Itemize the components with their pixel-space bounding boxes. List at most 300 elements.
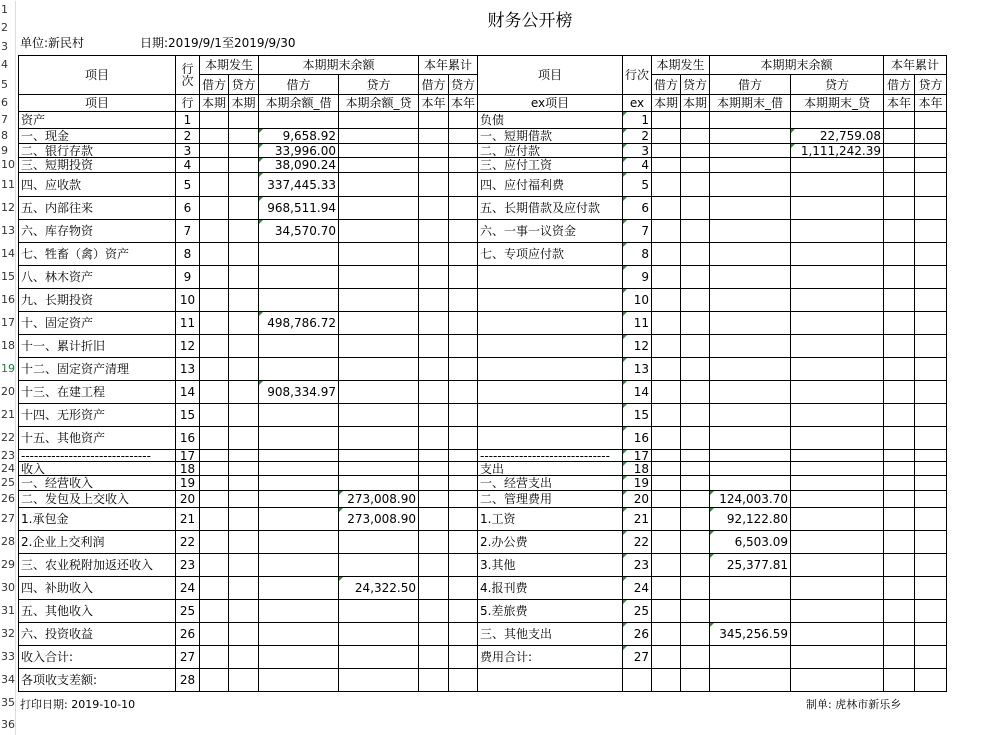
- right-item-cell[interactable]: [477, 599, 623, 623]
- right-seq-cell[interactable]: [622, 530, 652, 554]
- right-period-debit-cell[interactable]: [651, 490, 681, 508]
- left-seq-cell[interactable]: [175, 196, 200, 220]
- right-year-credit-cell[interactable]: [914, 553, 947, 577]
- left-balance-debit-cell[interactable]: [258, 403, 339, 427]
- left-year-debit-cell[interactable]: [418, 157, 449, 173]
- right-year-credit-cell[interactable]: [914, 219, 947, 243]
- field-name-cell[interactable]: [175, 94, 200, 112]
- right-period-credit-cell[interactable]: [680, 507, 710, 531]
- left-balance-credit-cell[interactable]: [338, 265, 419, 289]
- left-period-credit-cell[interactable]: [228, 357, 259, 381]
- left-balance-credit-cell[interactable]: [338, 403, 419, 427]
- right-item-cell[interactable]: [477, 530, 623, 554]
- left-item-cell[interactable]: [18, 530, 176, 554]
- left-balance-credit-cell[interactable]: [338, 357, 419, 381]
- right-item-cell[interactable]: [477, 490, 623, 508]
- left-item-cell[interactable]: [18, 265, 176, 289]
- right-end-credit-cell[interactable]: [790, 475, 884, 491]
- left-year-debit-cell[interactable]: [418, 288, 449, 312]
- right-year-debit-cell[interactable]: [883, 461, 915, 476]
- left-year-debit-cell[interactable]: [418, 242, 449, 266]
- right-year-credit-cell[interactable]: [914, 288, 947, 312]
- left-balance-credit-cell[interactable]: [338, 219, 419, 243]
- left-item-cell[interactable]: [18, 507, 176, 531]
- row-number[interactable]: 34: [0, 668, 16, 691]
- right-end-debit-cell[interactable]: [709, 576, 791, 600]
- right-period-debit-cell[interactable]: [651, 143, 681, 158]
- left-period-credit-cell[interactable]: [228, 461, 259, 476]
- left-seq-cell[interactable]: [175, 622, 200, 646]
- right-year-credit-cell[interactable]: [914, 490, 947, 508]
- left-balance-debit-cell[interactable]: [258, 668, 339, 692]
- left-balance-credit-cell[interactable]: [338, 490, 419, 508]
- header-credit[interactable]: [680, 74, 710, 95]
- right-period-debit-cell[interactable]: [651, 530, 681, 554]
- left-period-debit-cell[interactable]: [199, 357, 229, 381]
- row-number[interactable]: 3: [0, 37, 16, 55]
- header-seq-right[interactable]: [622, 55, 652, 95]
- left-seq-cell[interactable]: [175, 380, 200, 404]
- right-period-debit-cell[interactable]: [651, 128, 681, 144]
- left-seq-cell[interactable]: [175, 357, 200, 381]
- right-period-debit-cell[interactable]: [651, 219, 681, 243]
- left-balance-credit-cell[interactable]: [338, 172, 419, 197]
- right-end-debit-cell[interactable]: [709, 461, 791, 476]
- left-balance-debit-cell[interactable]: [258, 357, 339, 381]
- right-end-credit-cell[interactable]: [790, 242, 884, 266]
- left-seq-cell[interactable]: [175, 426, 200, 450]
- right-seq-cell[interactable]: [622, 111, 652, 129]
- left-balance-debit-cell[interactable]: [258, 507, 339, 531]
- left-period-credit-cell[interactable]: [228, 288, 259, 312]
- left-seq-cell[interactable]: [175, 668, 200, 692]
- right-period-debit-cell[interactable]: [651, 196, 681, 220]
- row-number[interactable]: 5: [0, 74, 16, 94]
- left-item-cell[interactable]: [18, 490, 176, 508]
- row-number[interactable]: 31: [0, 599, 16, 622]
- left-period-credit-cell[interactable]: [228, 530, 259, 554]
- right-end-credit-cell[interactable]: [790, 128, 884, 144]
- right-item-cell[interactable]: [477, 265, 623, 289]
- row-number[interactable]: 36: [0, 714, 16, 735]
- header-debit[interactable]: [199, 74, 229, 95]
- left-seq-cell[interactable]: [175, 553, 200, 577]
- right-year-debit-cell[interactable]: [883, 288, 915, 312]
- right-period-credit-cell[interactable]: [680, 288, 710, 312]
- header-seq[interactable]: [175, 55, 200, 95]
- right-period-debit-cell[interactable]: [651, 311, 681, 335]
- right-item-cell[interactable]: [477, 357, 623, 381]
- left-period-debit-cell[interactable]: [199, 311, 229, 335]
- left-year-debit-cell[interactable]: [418, 461, 449, 476]
- left-year-credit-cell[interactable]: [448, 172, 478, 197]
- left-year-debit-cell[interactable]: [418, 265, 449, 289]
- left-balance-credit-cell[interactable]: [338, 475, 419, 491]
- left-balance-credit-cell[interactable]: [338, 143, 419, 158]
- right-year-debit-cell[interactable]: [883, 265, 915, 289]
- right-period-credit-cell[interactable]: [680, 426, 710, 450]
- row-number[interactable]: 27: [0, 507, 16, 530]
- right-period-debit-cell[interactable]: [651, 172, 681, 197]
- left-balance-credit-cell[interactable]: [338, 553, 419, 577]
- left-item-cell[interactable]: [18, 157, 176, 173]
- left-item-cell[interactable]: [18, 380, 176, 404]
- left-seq-cell[interactable]: [175, 334, 200, 358]
- right-year-credit-cell[interactable]: [914, 143, 947, 158]
- right-end-credit-cell[interactable]: [790, 196, 884, 220]
- right-item-cell[interactable]: [477, 380, 623, 404]
- right-end-credit-cell[interactable]: [790, 668, 884, 692]
- left-period-debit-cell[interactable]: [199, 475, 229, 491]
- header-period-end-balance-right[interactable]: [709, 55, 884, 75]
- right-year-credit-cell[interactable]: [914, 426, 947, 450]
- left-year-debit-cell[interactable]: [418, 645, 449, 669]
- right-end-credit-cell[interactable]: [790, 143, 884, 158]
- right-year-credit-cell[interactable]: [914, 461, 947, 476]
- left-year-credit-cell[interactable]: [448, 157, 478, 173]
- left-period-credit-cell[interactable]: [228, 403, 259, 427]
- right-end-debit-cell[interactable]: [709, 668, 791, 692]
- left-period-debit-cell[interactable]: [199, 242, 229, 266]
- right-end-credit-cell[interactable]: [790, 111, 884, 129]
- header-credit[interactable]: [914, 74, 947, 95]
- left-balance-credit-cell[interactable]: [338, 576, 419, 600]
- field-name-cell[interactable]: [338, 94, 419, 112]
- right-year-debit-cell[interactable]: [883, 219, 915, 243]
- row-number[interactable]: 15: [0, 265, 16, 288]
- header-year-total[interactable]: [418, 55, 478, 75]
- left-year-credit-cell[interactable]: [448, 530, 478, 554]
- right-year-debit-cell[interactable]: [883, 357, 915, 381]
- row-number[interactable]: 18: [0, 334, 16, 357]
- right-period-credit-cell[interactable]: [680, 530, 710, 554]
- row-number[interactable]: 7: [0, 111, 16, 128]
- right-end-debit-cell[interactable]: [709, 157, 791, 173]
- left-balance-debit-cell[interactable]: [258, 645, 339, 669]
- left-period-credit-cell[interactable]: [228, 242, 259, 266]
- right-end-debit-cell[interactable]: [709, 265, 791, 289]
- left-balance-credit-cell[interactable]: [338, 599, 419, 623]
- right-end-debit-cell[interactable]: [709, 507, 791, 531]
- right-year-debit-cell[interactable]: [883, 311, 915, 335]
- left-period-debit-cell[interactable]: [199, 507, 229, 531]
- left-balance-debit-cell[interactable]: [258, 622, 339, 646]
- right-item-cell[interactable]: [477, 334, 623, 358]
- right-end-credit-cell[interactable]: [790, 599, 884, 623]
- left-period-credit-cell[interactable]: [228, 219, 259, 243]
- header-credit[interactable]: [228, 74, 259, 95]
- right-item-cell[interactable]: [477, 668, 623, 692]
- left-seq-cell[interactable]: [175, 490, 200, 508]
- left-item-cell[interactable]: [18, 553, 176, 577]
- right-seq-cell[interactable]: [622, 475, 652, 491]
- right-end-credit-cell[interactable]: [790, 357, 884, 381]
- right-item-cell[interactable]: [477, 403, 623, 427]
- left-period-credit-cell[interactable]: [228, 426, 259, 450]
- right-seq-cell[interactable]: [622, 622, 652, 646]
- row-number[interactable]: 24: [1, 461, 15, 475]
- right-item-cell[interactable]: [477, 553, 623, 577]
- left-period-credit-cell[interactable]: [228, 645, 259, 669]
- row-number[interactable]: 25: [1, 476, 15, 489]
- left-seq-cell[interactable]: [175, 219, 200, 243]
- left-item-cell[interactable]: [18, 143, 176, 158]
- right-end-credit-cell[interactable]: [790, 622, 884, 646]
- left-year-credit-cell[interactable]: [448, 403, 478, 427]
- left-balance-debit-cell[interactable]: [258, 157, 339, 173]
- left-seq-cell[interactable]: [175, 599, 200, 623]
- left-balance-debit-cell[interactable]: [258, 143, 339, 158]
- right-period-credit-cell[interactable]: [680, 128, 710, 144]
- right-end-credit-cell[interactable]: [790, 334, 884, 358]
- right-end-credit-cell[interactable]: [790, 530, 884, 554]
- right-period-credit-cell[interactable]: [680, 576, 710, 600]
- left-item-cell[interactable]: [18, 599, 176, 623]
- right-period-credit-cell[interactable]: [680, 143, 710, 158]
- right-seq-cell[interactable]: [622, 599, 652, 623]
- row-number[interactable]: 6: [0, 94, 16, 111]
- right-period-debit-cell[interactable]: [651, 357, 681, 381]
- right-item-cell[interactable]: [477, 111, 623, 129]
- row-number[interactable]: 14: [0, 242, 16, 265]
- left-balance-credit-cell[interactable]: [338, 645, 419, 669]
- left-period-debit-cell[interactable]: [199, 553, 229, 577]
- row-number[interactable]: 13: [0, 219, 16, 242]
- right-period-debit-cell[interactable]: [651, 507, 681, 531]
- header-period-end-balance[interactable]: [258, 55, 419, 75]
- row-number[interactable]: 12: [0, 196, 16, 219]
- row-number[interactable]: 21: [0, 403, 16, 426]
- right-seq-cell[interactable]: [622, 507, 652, 531]
- right-year-credit-cell[interactable]: [914, 128, 947, 144]
- row-number[interactable]: 20: [0, 380, 16, 403]
- right-year-credit-cell[interactable]: [914, 357, 947, 381]
- right-period-credit-cell[interactable]: [680, 490, 710, 508]
- left-item-cell[interactable]: [18, 461, 176, 476]
- left-balance-debit-cell[interactable]: [258, 172, 339, 197]
- left-balance-credit-cell[interactable]: [338, 288, 419, 312]
- right-period-credit-cell[interactable]: [680, 157, 710, 173]
- right-period-credit-cell[interactable]: [680, 475, 710, 491]
- left-year-credit-cell[interactable]: [448, 645, 478, 669]
- header-period-occurrence-right[interactable]: [651, 55, 710, 75]
- right-year-credit-cell[interactable]: [914, 334, 947, 358]
- left-balance-debit-cell[interactable]: [258, 576, 339, 600]
- left-year-debit-cell[interactable]: [418, 599, 449, 623]
- right-period-credit-cell[interactable]: [680, 622, 710, 646]
- right-period-credit-cell[interactable]: [680, 403, 710, 427]
- left-year-debit-cell[interactable]: [418, 128, 449, 144]
- left-period-debit-cell[interactable]: [199, 265, 229, 289]
- left-period-credit-cell[interactable]: [228, 157, 259, 173]
- right-item-cell[interactable]: [477, 426, 623, 450]
- field-name-cell[interactable]: [448, 94, 478, 112]
- left-item-cell[interactable]: [18, 668, 176, 692]
- left-seq-cell[interactable]: [175, 507, 200, 531]
- left-seq-cell[interactable]: [175, 242, 200, 266]
- right-year-credit-cell[interactable]: [914, 172, 947, 197]
- right-item-cell[interactable]: [477, 219, 623, 243]
- left-year-credit-cell[interactable]: [448, 668, 478, 692]
- left-period-credit-cell[interactable]: [228, 380, 259, 404]
- row-number[interactable]: 2: [0, 18, 16, 37]
- left-year-credit-cell[interactable]: [448, 461, 478, 476]
- right-end-debit-cell[interactable]: [709, 403, 791, 427]
- left-balance-credit-cell[interactable]: [338, 380, 419, 404]
- left-seq-cell[interactable]: [175, 311, 200, 335]
- left-year-debit-cell[interactable]: [418, 172, 449, 197]
- right-period-debit-cell[interactable]: [651, 157, 681, 173]
- right-period-credit-cell[interactable]: [680, 599, 710, 623]
- right-seq-cell[interactable]: [622, 311, 652, 335]
- left-period-debit-cell[interactable]: [199, 668, 229, 692]
- left-period-credit-cell[interactable]: [228, 553, 259, 577]
- left-balance-credit-cell[interactable]: [338, 242, 419, 266]
- left-balance-debit-cell[interactable]: [258, 242, 339, 266]
- right-item-cell[interactable]: [477, 288, 623, 312]
- right-end-credit-cell[interactable]: [790, 576, 884, 600]
- row-number[interactable]: 4: [0, 55, 16, 74]
- right-seq-cell[interactable]: [622, 426, 652, 450]
- left-year-debit-cell[interactable]: [418, 143, 449, 158]
- left-seq-cell[interactable]: [175, 265, 200, 289]
- right-year-debit-cell[interactable]: [883, 111, 915, 129]
- left-year-credit-cell[interactable]: [448, 334, 478, 358]
- right-item-cell[interactable]: [477, 242, 623, 266]
- row-number[interactable]: 35: [0, 691, 16, 714]
- left-year-credit-cell[interactable]: [448, 143, 478, 158]
- right-end-debit-cell[interactable]: [709, 475, 791, 491]
- left-period-credit-cell[interactable]: [228, 196, 259, 220]
- left-year-debit-cell[interactable]: [418, 403, 449, 427]
- right-seq-cell[interactable]: [622, 490, 652, 508]
- left-balance-credit-cell[interactable]: [338, 311, 419, 335]
- right-end-debit-cell[interactable]: [709, 490, 791, 508]
- right-period-debit-cell[interactable]: [651, 334, 681, 358]
- field-name-cell[interactable]: [228, 94, 259, 112]
- field-name-cell[interactable]: [883, 94, 915, 112]
- left-seq-cell[interactable]: [175, 461, 200, 476]
- right-item-cell[interactable]: [477, 157, 623, 173]
- left-balance-debit-cell[interactable]: [258, 490, 339, 508]
- right-period-credit-cell[interactable]: [680, 242, 710, 266]
- left-year-debit-cell[interactable]: [418, 622, 449, 646]
- left-year-debit-cell[interactable]: [418, 668, 449, 692]
- left-balance-debit-cell[interactable]: [258, 599, 339, 623]
- right-seq-cell[interactable]: [622, 334, 652, 358]
- left-year-credit-cell[interactable]: [448, 507, 478, 531]
- right-period-credit-cell[interactable]: [680, 311, 710, 335]
- right-end-credit-cell[interactable]: [790, 490, 884, 508]
- right-seq-cell[interactable]: [622, 553, 652, 577]
- left-period-credit-cell[interactable]: [228, 599, 259, 623]
- left-item-cell[interactable]: [18, 576, 176, 600]
- left-balance-credit-cell[interactable]: [338, 157, 419, 173]
- row-number[interactable]: 19: [0, 357, 16, 380]
- left-balance-debit-cell[interactable]: [258, 288, 339, 312]
- left-year-debit-cell[interactable]: [418, 507, 449, 531]
- header-debit[interactable]: [709, 74, 791, 95]
- left-period-credit-cell[interactable]: [228, 111, 259, 129]
- left-period-debit-cell[interactable]: [199, 645, 229, 669]
- right-period-debit-cell[interactable]: [651, 111, 681, 129]
- left-period-debit-cell[interactable]: [199, 219, 229, 243]
- left-item-cell[interactable]: [18, 357, 176, 381]
- left-year-credit-cell[interactable]: [448, 380, 478, 404]
- left-balance-credit-cell[interactable]: [338, 668, 419, 692]
- right-seq-cell[interactable]: [622, 128, 652, 144]
- right-end-debit-cell[interactable]: [709, 196, 791, 220]
- left-balance-debit-cell[interactable]: [258, 461, 339, 476]
- left-balance-debit-cell[interactable]: [258, 265, 339, 289]
- right-period-debit-cell[interactable]: [651, 288, 681, 312]
- right-end-debit-cell[interactable]: [709, 219, 791, 243]
- right-item-cell[interactable]: [477, 143, 623, 158]
- header-year-total-right[interactable]: [883, 55, 947, 75]
- right-end-credit-cell[interactable]: [790, 403, 884, 427]
- right-seq-cell[interactable]: [622, 576, 652, 600]
- header-credit[interactable]: [790, 74, 884, 95]
- left-period-credit-cell[interactable]: [228, 576, 259, 600]
- left-year-credit-cell[interactable]: [448, 311, 478, 335]
- row-number[interactable]: 32: [0, 622, 16, 645]
- right-end-credit-cell[interactable]: [790, 172, 884, 197]
- right-item-cell[interactable]: [477, 172, 623, 197]
- right-seq-cell[interactable]: [622, 219, 652, 243]
- left-year-debit-cell[interactable]: [418, 426, 449, 450]
- left-seq-cell[interactable]: [175, 111, 200, 129]
- left-period-debit-cell[interactable]: [199, 530, 229, 554]
- left-year-debit-cell[interactable]: [418, 357, 449, 381]
- right-year-credit-cell[interactable]: [914, 475, 947, 491]
- left-year-debit-cell[interactable]: [418, 334, 449, 358]
- header-credit[interactable]: [338, 74, 419, 95]
- right-year-debit-cell[interactable]: [883, 507, 915, 531]
- right-end-credit-cell[interactable]: [790, 426, 884, 450]
- right-seq-cell[interactable]: [622, 265, 652, 289]
- right-period-debit-cell[interactable]: [651, 403, 681, 427]
- left-year-credit-cell[interactable]: [448, 288, 478, 312]
- row-number[interactable]: 33: [0, 645, 16, 668]
- left-seq-cell[interactable]: [175, 143, 200, 158]
- left-balance-credit-cell[interactable]: [338, 196, 419, 220]
- left-period-debit-cell[interactable]: [199, 576, 229, 600]
- right-end-debit-cell[interactable]: [709, 622, 791, 646]
- left-balance-debit-cell[interactable]: [258, 334, 339, 358]
- right-end-credit-cell[interactable]: [790, 380, 884, 404]
- row-number[interactable]: 28: [0, 530, 16, 553]
- left-period-credit-cell[interactable]: [228, 334, 259, 358]
- field-name-cell[interactable]: [477, 94, 623, 112]
- left-year-credit-cell[interactable]: [448, 242, 478, 266]
- field-name-cell[interactable]: [680, 94, 710, 112]
- left-balance-credit-cell[interactable]: [338, 334, 419, 358]
- left-year-credit-cell[interactable]: [448, 475, 478, 491]
- left-balance-debit-cell[interactable]: [258, 530, 339, 554]
- right-period-debit-cell[interactable]: [651, 645, 681, 669]
- right-period-credit-cell[interactable]: [680, 334, 710, 358]
- left-period-debit-cell[interactable]: [199, 490, 229, 508]
- left-item-cell[interactable]: [18, 645, 176, 669]
- right-year-debit-cell[interactable]: [883, 334, 915, 358]
- right-period-debit-cell[interactable]: [651, 461, 681, 476]
- right-end-credit-cell[interactable]: [790, 507, 884, 531]
- right-year-debit-cell[interactable]: [883, 128, 915, 144]
- left-balance-credit-cell[interactable]: [338, 461, 419, 476]
- left-item-cell[interactable]: [18, 288, 176, 312]
- right-end-credit-cell[interactable]: [790, 219, 884, 243]
- right-period-debit-cell[interactable]: [651, 668, 681, 692]
